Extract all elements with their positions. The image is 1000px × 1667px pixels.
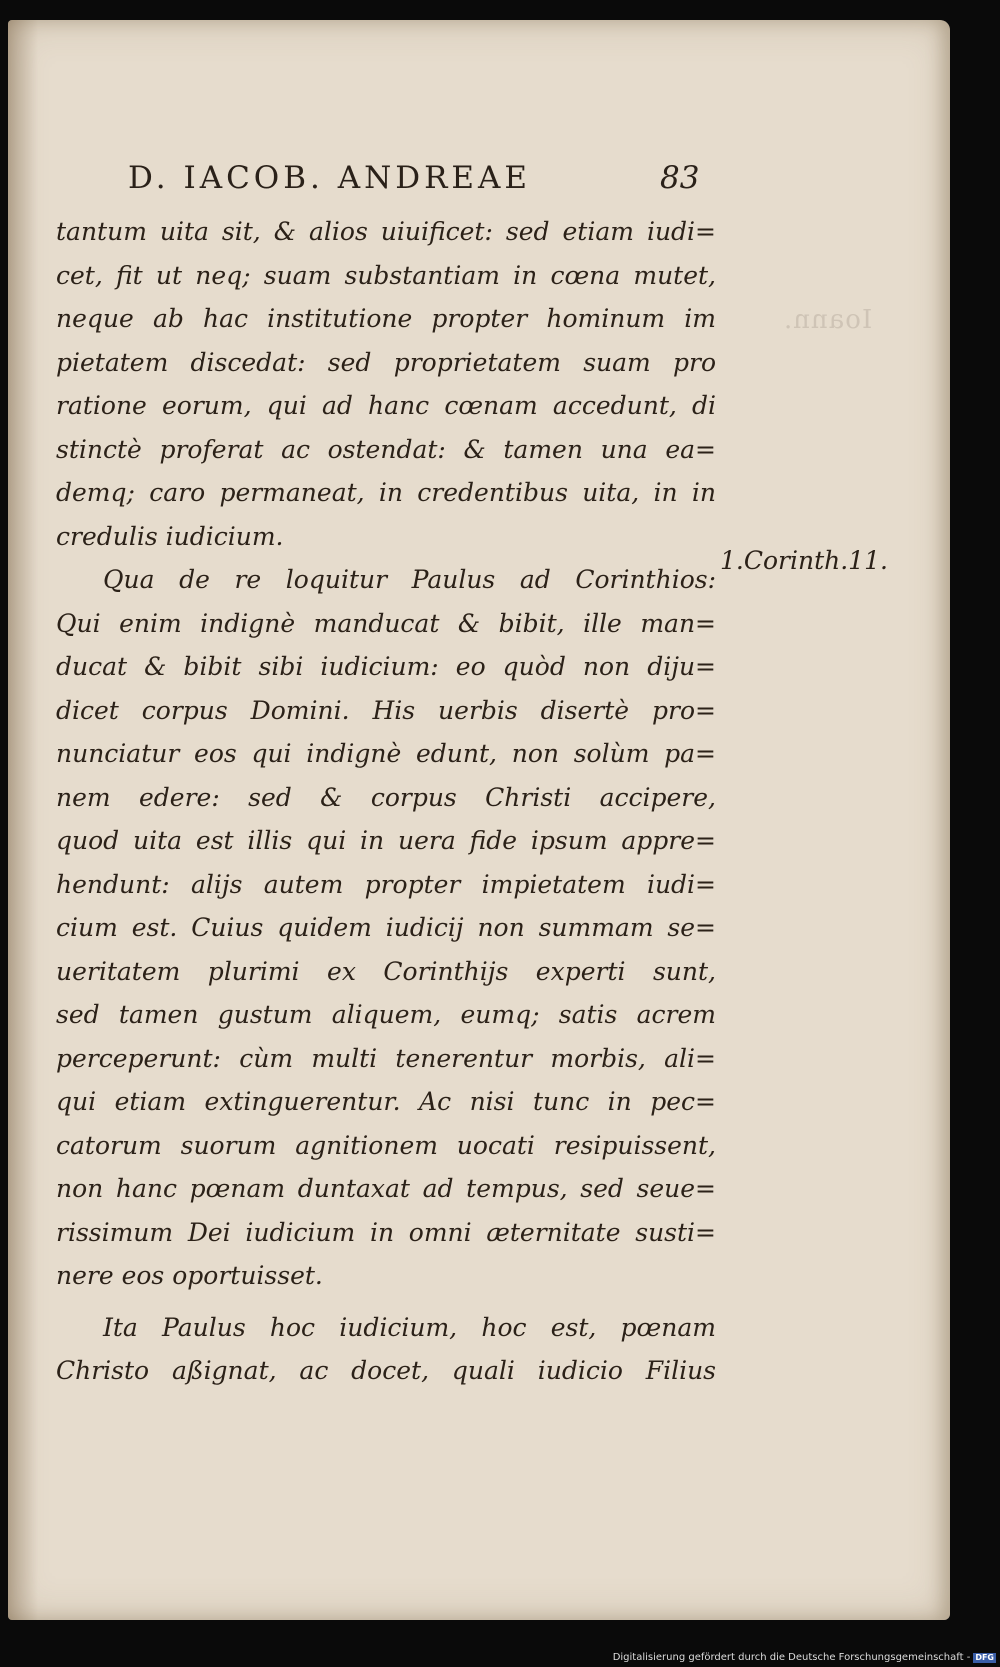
text-line: cet, fit ut neq; suam substantiam in cœna mutet,: [56, 260, 716, 290]
text-line: credulis iudicium.: [56, 521, 284, 551]
bleed-through-text: Ioann.: [783, 305, 873, 335]
text-line: ducat & bibit sibi iudicium: eo quòd non diju=: [56, 652, 716, 681]
text-line: perceperunt: cùm multi tenerentur morbis, ali=: [56, 1043, 716, 1073]
text-line: catorum suorum agnitionem uocati resipuissent,: [56, 1130, 716, 1160]
paragraph-first-line: Qua de re loquitur Paulus ad Corinthios:: [103, 565, 716, 594]
text-line: Qui enim indignè manducat & bibit, ille man=: [56, 608, 716, 638]
text-line: stinctè proferat ac ostendat: & tamen una ea=: [56, 434, 716, 464]
text-line: tantum uita sit, & alios uiuificet: sed etiam iudi=: [56, 217, 716, 246]
text-line: cium est. Cuius quidem iudicij non summam se=: [56, 913, 716, 942]
digitization-credit: [613, 1652, 996, 1663]
text-line: non hanc pœnam duntaxat ad tempus, sed seue=: [56, 1174, 716, 1203]
paragraph-gap: [56, 1298, 716, 1306]
body-text: [56, 210, 716, 1393]
paragraph-first-line: Ita Paulus hoc iudicium, hoc est, pœnam: [103, 1312, 716, 1342]
text-line: qui etiam extinguerentur. Ac nisi tunc in pec=: [56, 1087, 716, 1116]
text-line: nere eos oportuisset.: [56, 1261, 323, 1290]
text-line: Christo aßignat, ac docet, quali iudicio Filius: [56, 1356, 716, 1385]
text-line: nunciatur eos qui indignè edunt, non solùm pa=: [56, 739, 716, 768]
credit-text: Digitalisierung gefördert durch die Deutsche Forschungsgemeinschaft -: [612, 1652, 971, 1663]
text-line: ueritatem plurimi ex Corinthijs experti sunt,: [56, 956, 716, 986]
text-line: quod uita est illis qui in uera fide ipsum appre=: [56, 826, 716, 855]
text-line: nem edere: sed & corpus Christi accipere,: [56, 782, 716, 812]
dfg-logo: DFG: [975, 1652, 994, 1662]
text-line: hendunt: alijs autem propter impietatem iudi=: [56, 869, 716, 899]
marginal-note: 1.Corinth.11.: [720, 546, 888, 575]
text-line: sed tamen gustum aliquem, eumq; satis acrem: [56, 1000, 716, 1029]
page-number: 83: [660, 160, 700, 196]
text-line: demq; caro permaneat, in credentibus uita, in in: [56, 478, 716, 507]
text-line: dicet corpus Domini. His uerbis disertè pro=: [56, 695, 716, 725]
text-line: neque ab hac institutione propter hominum im: [56, 304, 716, 333]
running-head: D. IACOB. ANDREAE: [128, 160, 532, 196]
text-line: ratione eorum, qui ad hanc cœnam accedunt, di: [56, 391, 716, 420]
text-line: rissimum Dei iudicium in omni æternitate susti=: [56, 1217, 716, 1247]
page-header: [8, 160, 950, 200]
book-page: [8, 20, 950, 1620]
text-line: pietatem discedat: sed proprietatem suam pro: [56, 347, 716, 377]
